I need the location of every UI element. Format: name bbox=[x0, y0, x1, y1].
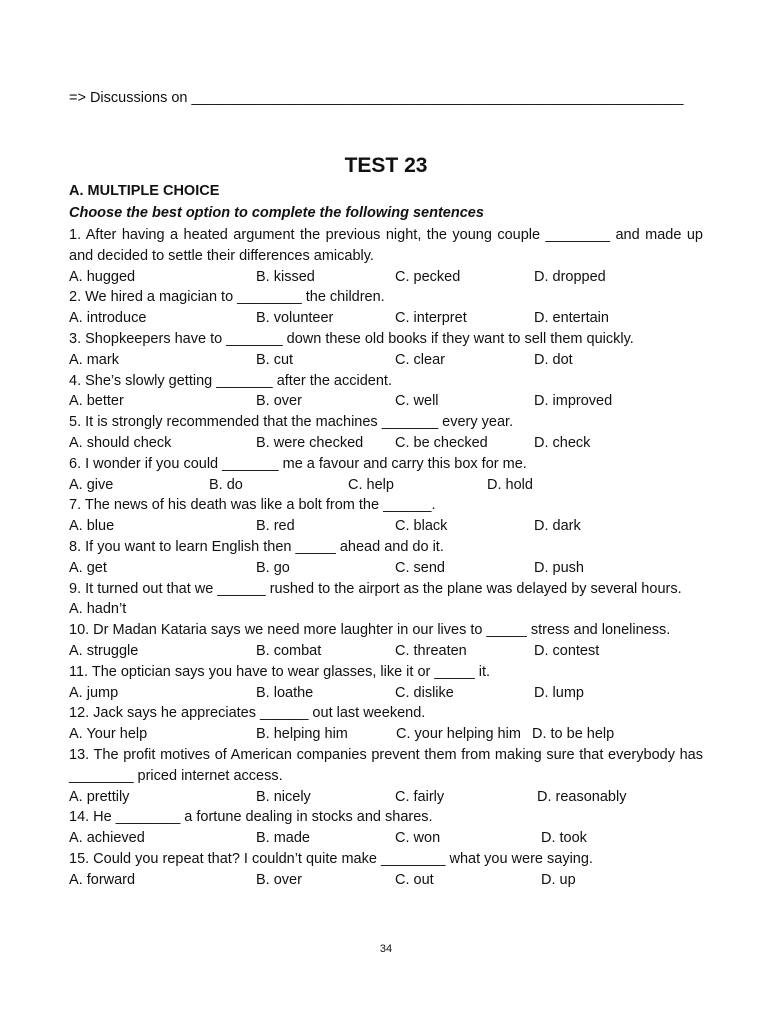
option-a: A. Your help bbox=[69, 726, 148, 743]
option-b: B. do bbox=[209, 476, 243, 493]
option-row bbox=[69, 683, 703, 704]
option-row bbox=[69, 599, 703, 620]
option-b: B. were checked bbox=[256, 434, 364, 451]
question-5 bbox=[69, 412, 703, 454]
option-c: C. fairly bbox=[395, 788, 445, 805]
option-d: D. up bbox=[541, 871, 576, 888]
option-b: B. go bbox=[256, 559, 290, 576]
option-a: A. prettily bbox=[69, 788, 130, 805]
option-a: A. mark bbox=[69, 351, 119, 368]
option-a: A. achieved bbox=[69, 830, 145, 847]
question-text: 6. I wonder if you could _______ me a favour and carry this box for me. bbox=[69, 455, 527, 472]
option-c: C. threaten bbox=[395, 642, 467, 659]
option-a: A. struggle bbox=[69, 642, 139, 659]
option-d: D. to be help bbox=[532, 726, 615, 743]
option-a: A. hadn’t bbox=[69, 601, 127, 618]
question-15 bbox=[69, 849, 703, 891]
option-row bbox=[69, 350, 703, 371]
option-c: C. be checked bbox=[395, 434, 488, 451]
option-d: D. took bbox=[541, 830, 587, 847]
option-a: A. introduce bbox=[69, 310, 147, 327]
option-b: B. loathe bbox=[256, 684, 314, 701]
question-8 bbox=[69, 537, 703, 579]
option-c: C. help bbox=[348, 476, 394, 493]
question-text: 8. If you want to learn English then _____ ahead and do it. bbox=[69, 538, 444, 555]
option-a: A. get bbox=[69, 559, 107, 576]
question-14 bbox=[69, 807, 703, 849]
option-b: B. over bbox=[256, 871, 302, 888]
option-row bbox=[69, 558, 703, 579]
question-13 bbox=[69, 745, 703, 807]
option-d: D. dark bbox=[534, 518, 581, 535]
question-text: 1. After having a heated argument the previous night, the young couple ________ and made up and decided to settle their differences amicably. bbox=[69, 227, 703, 264]
question-7 bbox=[69, 495, 703, 537]
question-1 bbox=[69, 225, 703, 287]
option-c: C. send bbox=[395, 559, 445, 576]
option-a: A. forward bbox=[69, 871, 136, 888]
option-b: B. volunteer bbox=[256, 310, 334, 327]
question-11 bbox=[69, 662, 703, 704]
option-c: C. black bbox=[395, 518, 448, 535]
question-text: 15. Could you repeat that? I couldn’t quite make ________ what you were saying. bbox=[69, 850, 593, 867]
option-a: A. give bbox=[69, 476, 114, 493]
option-d: D. dot bbox=[534, 351, 573, 368]
option-row bbox=[69, 391, 703, 412]
document-page bbox=[69, 0, 703, 1024]
question-9 bbox=[69, 579, 703, 621]
option-a: A. should check bbox=[69, 434, 172, 451]
question-list bbox=[69, 225, 703, 891]
option-row bbox=[69, 308, 703, 329]
option-row bbox=[69, 724, 703, 745]
option-b: B. nicely bbox=[256, 788, 311, 805]
option-d: D. lump bbox=[534, 684, 584, 701]
option-row bbox=[69, 641, 703, 662]
option-a: A. hugged bbox=[69, 268, 136, 285]
question-text: 5. It is strongly recommended that the machines _______ every year. bbox=[69, 414, 514, 431]
question-text: 10. Dr Madan Kataria says we need more laughter in our lives to _____ stress and loneliness. bbox=[69, 622, 671, 639]
question-text: 14. He ________ a fortune dealing in stocks and shares. bbox=[69, 809, 433, 826]
option-a: A. blue bbox=[69, 518, 115, 535]
option-row bbox=[69, 828, 703, 849]
option-b: B. combat bbox=[256, 642, 322, 659]
option-d: D. hold bbox=[487, 476, 533, 493]
option-c: C. well bbox=[395, 393, 439, 410]
test-title: TEST 23 bbox=[344, 154, 428, 177]
option-b: B. helping him bbox=[256, 726, 348, 743]
option-d: D. entertain bbox=[534, 310, 609, 327]
option-b: B. red bbox=[256, 518, 295, 535]
question-10 bbox=[69, 620, 703, 662]
option-b: B. kissed bbox=[256, 268, 315, 285]
option-c: C. pecked bbox=[395, 268, 461, 285]
option-row bbox=[69, 267, 703, 288]
option-d: D. contest bbox=[534, 642, 600, 659]
option-c: C. won bbox=[395, 830, 441, 847]
option-c: C. your helping him bbox=[396, 726, 521, 743]
option-b: B. made bbox=[256, 830, 310, 847]
option-row bbox=[69, 433, 703, 454]
option-row bbox=[69, 870, 703, 891]
option-row bbox=[69, 516, 703, 537]
option-d: D. push bbox=[534, 559, 584, 576]
question-3 bbox=[69, 329, 703, 371]
section-heading: A. MULTIPLE CHOICE bbox=[69, 183, 220, 199]
question-text: 12. Jack says he appreciates ______ out last weekend. bbox=[69, 705, 426, 722]
option-b: B. over bbox=[256, 393, 302, 410]
question-text: 3. Shopkeepers have to _______ down these old books if they want to sell them quickly. bbox=[69, 330, 634, 347]
discussion-line: => Discussions on _____________________________________________________________ bbox=[69, 90, 684, 106]
question-text: 13. The profit motives of American companies prevent them from making sure that everybody has ________ priced internet access. bbox=[69, 746, 703, 784]
option-c: C. clear bbox=[395, 351, 445, 368]
option-c: C. out bbox=[395, 871, 434, 888]
option-a: A. jump bbox=[69, 684, 119, 701]
option-a: A. better bbox=[69, 393, 124, 410]
question-12 bbox=[69, 703, 703, 745]
option-d: D. improved bbox=[534, 393, 613, 410]
option-c: C. interpret bbox=[395, 310, 467, 327]
question-text: 7. The news of his death was like a bolt from the ______. bbox=[69, 497, 436, 514]
question-4 bbox=[69, 371, 703, 413]
question-2 bbox=[69, 287, 703, 329]
option-row bbox=[69, 475, 703, 496]
option-d: D. reasonably bbox=[537, 788, 627, 805]
option-b: B. cut bbox=[256, 351, 294, 368]
option-c: C. dislike bbox=[395, 684, 454, 701]
option-d: D. dropped bbox=[534, 268, 606, 285]
question-text: 4. She’s slowly getting _______ after the accident. bbox=[69, 372, 392, 389]
option-row bbox=[69, 787, 703, 808]
question-6 bbox=[69, 454, 703, 496]
question-text: 9. It turned out that we ______ rushed to the airport as the plane was delayed by several hours. bbox=[69, 580, 682, 597]
question-text: 2. We hired a magician to ________ the children. bbox=[69, 289, 385, 306]
page-number: 34 bbox=[379, 943, 393, 955]
instruction-text: Choose the best option to complete the following sentences bbox=[69, 205, 484, 221]
option-d: D. check bbox=[534, 434, 591, 451]
question-text: 11. The optician says you have to wear glasses, like it or _____ it. bbox=[69, 663, 491, 680]
